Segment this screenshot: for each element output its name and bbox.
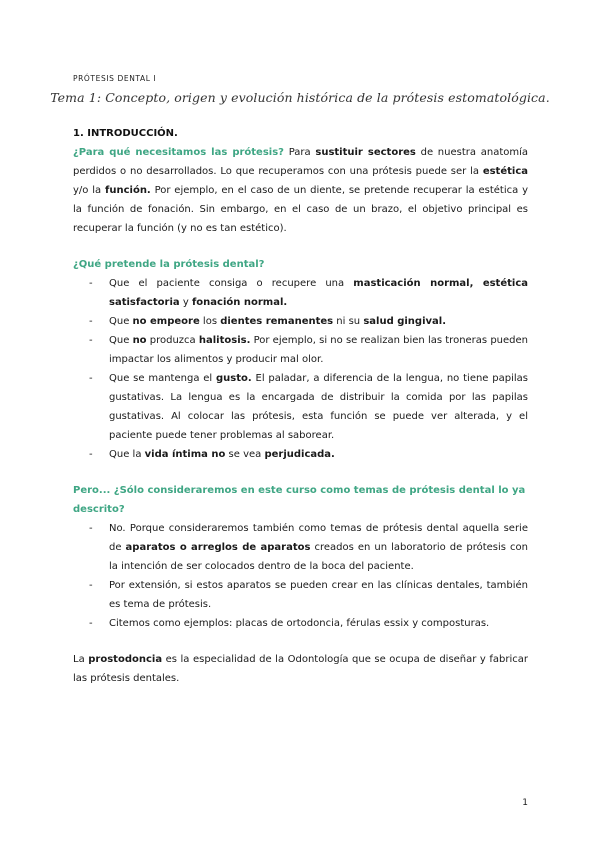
intro-paragraph: ¿Para qué necesitamos las prótesis? Para sustituir sectores de nuestra anatomía perdidos o no desarrollados. Lo que recuperamos con una prótesis puede ser la estética y/o la función. Por ejemplo, en el caso de un diente, se pretende recuperar la estética y la función de fonación. Sin embargo, en el caso de un brazo, el objetivo principal es recuperar la función (y no es tan estético).: [73, 147, 529, 234]
section-heading-pero: Pero... ¿Sólo consideraremos en este curso como temas de prótesis dental lo ya descrito?: [73, 485, 526, 515]
list-item: - Que no empeore los dientes remanentes ni su salud gingival.: [73, 312, 528, 331]
page-number: 1: [522, 798, 528, 808]
section-heading-introduccion: 1. INTRODUCCIÓN.: [73, 128, 178, 139]
objectives-list: [73, 274, 528, 464]
closing-paragraph: La prostodoncia es la especialidad de la Odontología que se ocupa de diseñar y fabricar las prótesis dentales.: [73, 654, 528, 684]
list-item: - No. Porque consideraremos también como temas de prótesis dental aquella serie de aparatos o arreglos de aparatos creados en un laboratorio de prótesis con la intención de ser colocados dentro de la boca del paciente.: [73, 519, 528, 576]
section-heading-que-pretende: ¿Qué pretende la prótesis dental?: [73, 259, 265, 270]
list-item: - Por extensión, si estos aparatos se pueden crear en las clínicas dentales, también es tema de prótesis.: [73, 576, 528, 614]
list-item: - Que se mantenga el gusto. El paladar, a diferencia de la lengua, no tiene papilas gustativas. La lengua es la encargada de distribuir la comida por las papilas gustativas. Al colocar las prótesis, esta función se puede ver alterada, y el paciente puede tener problemas al saborear.: [73, 369, 528, 445]
document-title: Tema 1: Concepto, origen y evolución histórica de la prótesis estomatológica.: [50, 90, 550, 105]
scope-list: [73, 519, 528, 633]
course-header-label: PRÓTESIS DENTAL I: [73, 74, 157, 83]
list-item: - Que no produzca halitosis. Por ejemplo, si no se realizan bien las troneras pueden impactar los alimentos y producir mal olor.: [73, 331, 528, 369]
list-item: - Citemos como ejemplos: placas de ortodoncia, férulas essix y composturas.: [73, 614, 528, 633]
list-item: - Que la vida íntima no se vea perjudicada.: [73, 445, 528, 464]
document-body: [73, 124, 528, 688]
list-item: - Que el paciente consiga o recupere una masticación normal, estética satisfactoria y fonación normal.: [73, 274, 528, 312]
intro-question: ¿Para qué necesitamos las prótesis?: [73, 147, 284, 158]
